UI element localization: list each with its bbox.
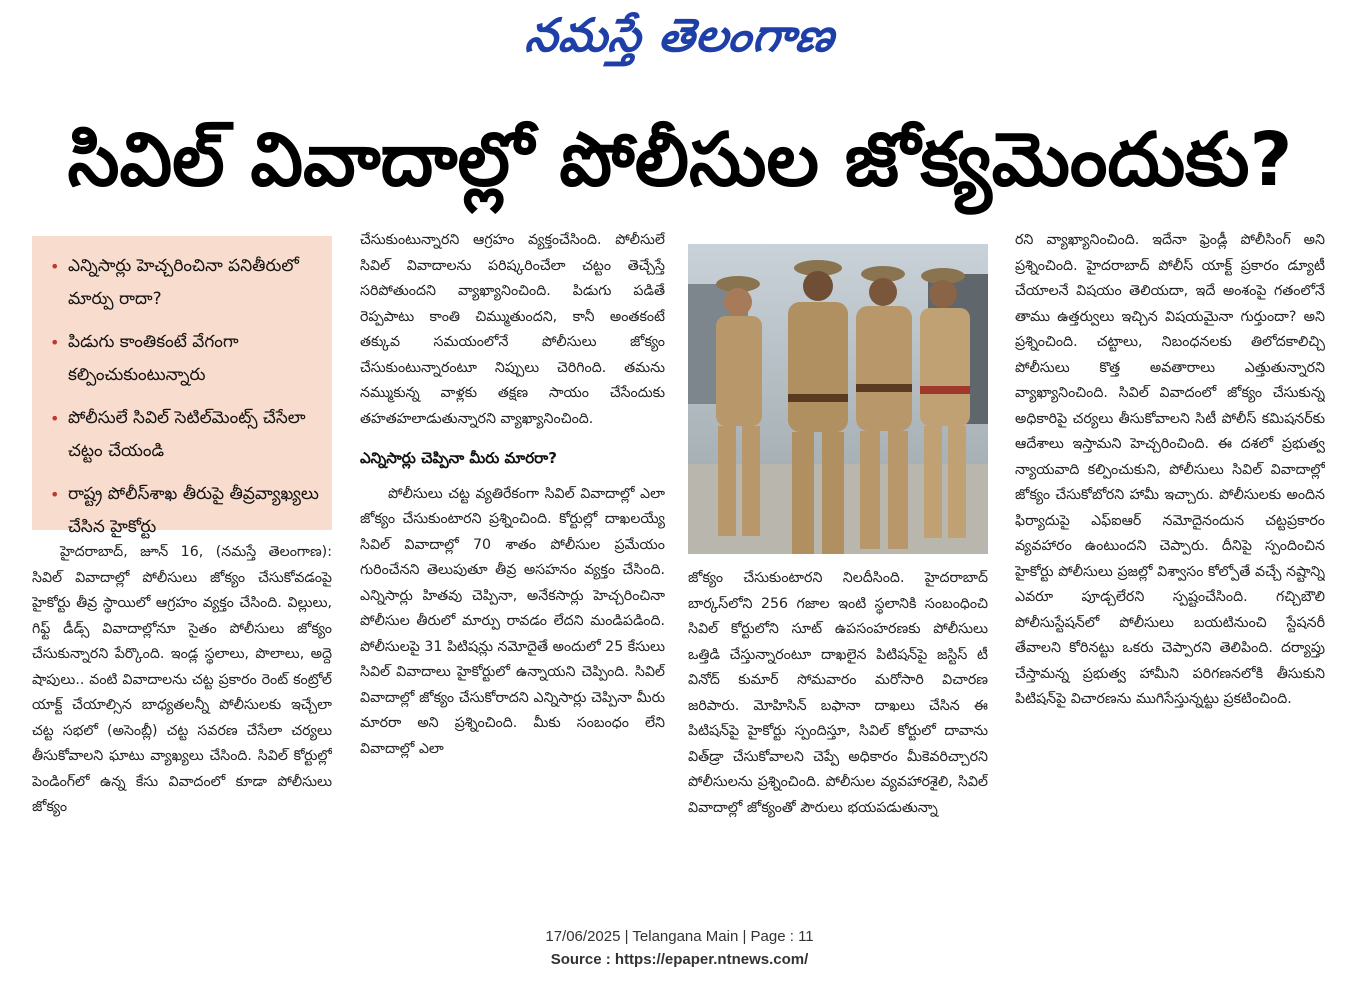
highlight-item bbox=[50, 402, 322, 468]
highlights-box bbox=[32, 236, 332, 537]
footer-date-page: 17/06/2025 | Telangana Main | Page : 11 bbox=[545, 928, 814, 945]
highlight-text: ఎన్నిసార్లు హెచ్చరించినా పనితీరులో మార్పు రాదా? bbox=[68, 256, 299, 309]
article-subheading: ఎన్నిసార్లు చెప్పినా మీరు మారరా? bbox=[360, 449, 557, 467]
highlight-text: రాష్ట్ర పోలీస్‌శాఖ తీరుపై తీవ్రవ్యాఖ్యలు చేసిన హైకోర్టు bbox=[68, 484, 319, 537]
highlight-item bbox=[50, 250, 322, 316]
bullet-icon: • bbox=[50, 409, 60, 428]
highlights-list bbox=[50, 250, 322, 544]
article-column-1 bbox=[32, 540, 332, 890]
newspaper-masthead bbox=[470, 10, 890, 72]
article-paragraph: రని వ్యాఖ్యానించింది. ఇదేనా ఫ్రెండ్లీ పోలీసింగ్ అని ప్రశ్నించింది. హైదరాబాద్ పోలీస్ యాక్ట్ ప్రకారం డ్యూటీ చేయాలనే విషయం తెలియదా, ఇదే అంశంపై గతంలోనే తాము ఉత్తర్వులు ఇచ్చిన విషయమైనా గుర్తుందా? అని ప్రశ్నించింది. చట్టాలు, నిబంధనలకు తిలోదకాలిచ్చి పోలీసులు కొత్త అవతారాలు ఎత్తుతున్నారని వ్యాఖ్యానించింది. సివిల్ వివాదంలో జోక్యం చేసుకున్న అధికారిపై చర్యలు తీసుకోవాలని సిటీ పోలీస్ కమిషనర్‌కు ఆదేశాలు ఇస్తామని హెచ్చరించింది. ఈ దశలో ప్రభుత్వ న్యాయవాది కల్పించుకుని, పోలీసులు సివిల్ వివాదాల్లో జోక్యం చేసుకోబోరని హామీ ఇచ్చారు. పోలీసులకు అందిన ఫిర్యాదుపై ఎఫ్ఐఆర్ నమోదైనందున చట్టప్రకారం వ్యవహారం ఉంటుందని చెప్పారు. దీనిపై స్పందించిన హైకోర్టు పోలీసులు ప్రజల్లో విశ్వాసం కోల్పోతే వచ్చే నష్టాన్ని ఎవరూ పూడ్చలేరని స్పష్టంచేసింది. గచ్చిబౌలి పోలీసుస్టేషన్‌లో పోలీసులు బయటినుంచి స్టేషనరీ తేవాలని కోరినట్టు ఒకరు చెప్పారని తెలిపింది. దర్యాప్తు చేస్తామన్న ప్రభుత్వ హామీని పరిగణనలోకి తీసుకుని పిటిషన్‌పై విచారణను ముగిసేస్తున్నట్టు ప్రకటించింది. bbox=[1015, 232, 1325, 707]
article-paragraph: హైదరాబాద్, జూన్ 16, (నమస్తే తెలంగాణ): సివిల్ వివాదాల్లో పోలీసులు జోక్యం చేసుకోవడంపై హైకోర్టు తీవ్ర స్థాయిలో ఆగ్రహం వ్యక్తం చేసింది. విల్లులు, గిఫ్ట్ డీడ్స్ వివాదాల్లోనూ సైతం పోలీసులు జోక్యం చేసుకున్నారని పేర్కొంది. ఇండ్ల స్థలాలు, పొలాలు, అద్దె షాపులు.. వంటి వివాదాలను చట్ట ప్రకారం రెంట్ కంట్రోల్ యాక్ట్ చేయాల్సిన బాధ్యతలన్నీ పోలీసులకు ఇచ్చేలా చట్ట సభలో (అసెంబ్లీ) చట్ట సవరణ చేసేలా చర్యలు తీసుకోవాలని ఘాటు వ్యాఖ్యలు చేసింది. సివిల్ కోర్టుల్లో పెండింగ్‌లో ఉన్న కేసు వివాదంలో కూడా పోలీసులు జోక్యం bbox=[32, 544, 332, 815]
article-column-2 bbox=[360, 228, 665, 890]
footer-source: Source : https://epaper.ntnews.com/ bbox=[550, 951, 809, 968]
highlight-text: పోలీసులే సివిల్ సెటిల్‌మెంట్స్ చేసేలా చట్టం చేయండి bbox=[68, 408, 306, 461]
highlight-item bbox=[50, 478, 322, 544]
masthead-title: నమస్తే తెలంగాణ bbox=[523, 8, 839, 62]
article-paragraph: జోక్యం చేసుకుంటారని నిలదీసింది. హైదరాబాద్ బార్కస్‌లోని 256 గజాల ఇంటి స్థలానికి సంబంధించి సివిల్ కోర్టులోని సూట్ ఉపసంహరణకు పోలీసులు ఒత్తిడి చేస్తున్నారంటూ దాఖలైన పిటిషన్‌పై జస్టిస్ టీ వినోద్ కుమార్ సోమవారం మరోసారి విచారణ జరిపారు. మోహిసిన్ బఫానా దాఖలు చేసిన ఈ పిటిషన్‌పై హైకోర్టు స్పందిస్తూ, సివిల్ కోర్టులో దావాను విత్‌డ్రా చేసుకోవాలని చెప్పే అధికారం మీకెవరిచ్చారని పోలీసులను ప్రశ్నించింది. పోలీసుల వ్యవహారశైలి, సివిల్ వివాదాల్లో జోక్యంతో పౌరులు భయపడుతున్నా bbox=[688, 570, 988, 816]
bullet-icon: • bbox=[50, 485, 60, 504]
highlight-item bbox=[50, 326, 322, 392]
bullet-icon: • bbox=[50, 257, 60, 276]
article-column-4 bbox=[1015, 228, 1325, 893]
article-paragraph: పోలీసులు చట్ట వ్యతిరేకంగా సివిల్ వివాదాల్లో ఎలా జోక్యం చేసుకుంటారని ప్రశ్నించింది. కోర్టుల్లో దాఖలయ్యే సివిల్ వివాదాల్లో 70 శాతం పోలీసుల ప్రమేయం గురించేనని తెలుపుతూ తీవ్ర అసహనం వ్యక్తం చేసింది. ఎన్నిసార్లు హితవు చెప్పినా, అనేకసార్లు హెచ్చరించినా పోలీసుల తీరులో మార్పు రావడం లేదని మండిపడింది. పోలీసులపై 31 పిటిషన్లు నమోదైతే అందులో 25 కేసులు సివిల్ వివాదాలు హైకోర్టులో ఉన్నాయని చెప్పింది. సివిల్ వివాదాల్లో జోక్యం చేసుకోరాదని ఎన్నిసార్లు చెప్పినా మీరు మారరా అని ప్రశ్నించింది. మీకు సంబంధం లేని వివాదాల్లో ఎలా bbox=[360, 485, 665, 757]
headline-text: సివిల్ వివాదాల్లో పోలీసుల జోక్యమెందుకు? bbox=[67, 117, 1293, 203]
police-officers-photo bbox=[688, 244, 988, 554]
article-paragraph: చేసుకుంటున్నారని ఆగ్రహం వ్యక్తంచేసింది. పోలీసులే సివిల్ వివాదాలను పరిష్కరించేలా చట్టం తెచ్చేస్తే సరిపోతుందని వ్యాఖ్యానించింది. పిడుగు పడితే రెప్పపాటు కాంతి చిమ్ముతుందని, కానీ అంతకంటే తక్కువ సమయంలోనే పోలీసులు జోక్యం చేసుకుంటున్నారంటూ నిప్పులు చెరిగింది. తమను నమ్ముకున్న వాళ్లకు తక్షణ సాయం చేసేందుకు తహతహలాడుతున్నారని వ్యాఖ్యానించింది. bbox=[360, 232, 665, 427]
photo-illustration bbox=[688, 244, 988, 554]
article-column-3 bbox=[688, 566, 988, 891]
highlight-text: పిడుగు కాంతికంటే వేగంగా కల్పించుకుంటున్నారు bbox=[68, 332, 239, 385]
headline bbox=[20, 110, 1340, 210]
bullet-icon: • bbox=[50, 333, 60, 352]
